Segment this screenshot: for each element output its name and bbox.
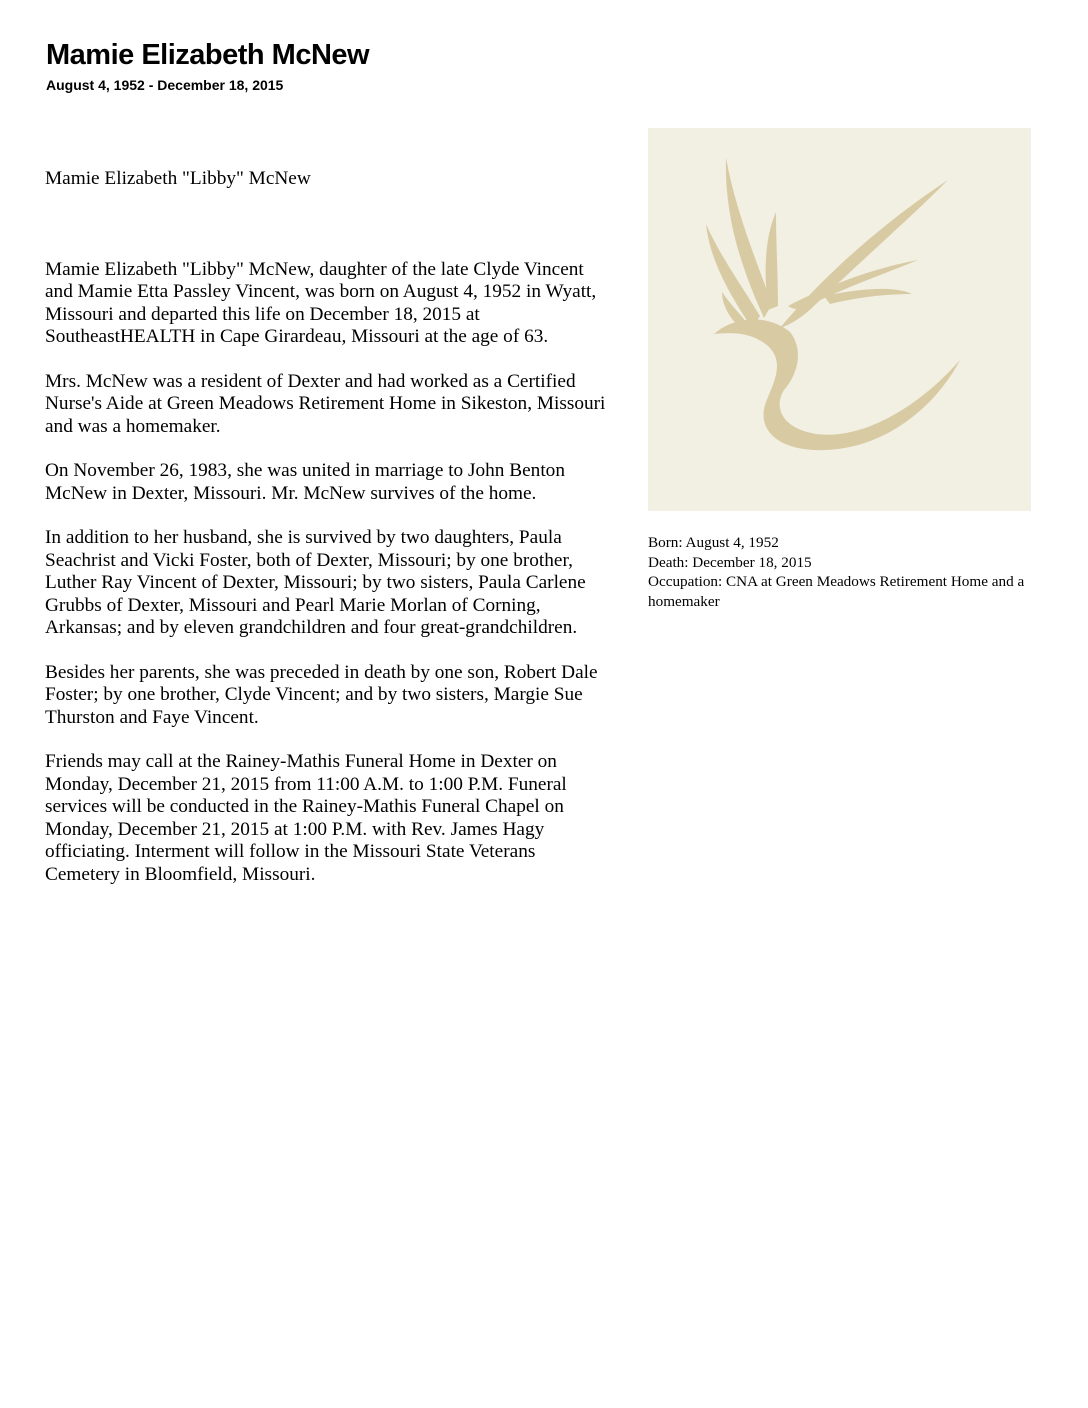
paragraph-survivors: In addition to her husband, she is survived by two daughters, Paula Seachrist and Vicki Foster, both of Dexter, Missouri; by one brother, Luther Ray Vincent of Dexter, Missouri; by two sisters, Paula Carlene Grubbs of Dexter, Missouri and Pearl Marie Morlan of Corning, Arkansas; and by eleven grandchildren and four great-grandchildren. xyxy=(45,527,586,638)
paragraph-career: Mrs. McNew was a resident of Dexter and had worked as a Certified Nurse's Aide at Green Meadows Retirement Home in Sikeston, Missouri and was a homemaker. xyxy=(45,370,606,437)
obituary-subtitle: Mamie Elizabeth "Libby" McNew xyxy=(45,168,311,189)
obituary-facts xyxy=(648,533,1068,611)
occupation: Occupation: CNA at Green Meadows Retirement Home and a homemaker xyxy=(648,573,1025,610)
obituary-text xyxy=(45,259,610,887)
paragraph-biography: Mamie Elizabeth "Libby" McNew, daughter of the late Clyde Vincent and Mamie Etta Passley Vincent, was born on August 4, 1952 in Wyatt, Missouri and departed this life on December 18, 2015 at SoutheastHEALTH in Cape Girardeau, Missouri at the age of 63. xyxy=(45,258,597,347)
paragraph-services: Friends may call at the Rainey-Mathis Funeral Home in Dexter on Monday, December 21, 2015 from 11:00 A.M. to 1:00 P.M. Funeral services will be conducted in the Rainey-Mathis Funeral Chapel on Monday, December 21, 2015 at 1:00 P.M. with Rev. James Hagy officiating. Interment will follow in the Missouri State Veterans Cemetery in Bloomfield, Missouri. xyxy=(45,751,567,885)
obituary-header xyxy=(46,36,369,94)
death-date: Death: December 18, 2015 xyxy=(648,553,812,571)
dove-icon xyxy=(648,128,1031,511)
life-dates: August 4, 1952 - December 18, 2015 xyxy=(46,77,284,93)
page-title: Mamie Elizabeth McNew xyxy=(46,39,370,71)
obituary-body xyxy=(45,168,610,908)
paragraph-preceded: Besides her parents, she was preceded in death by one son, Robert Dale Foster; by one brother, Clyde Vincent; and by two sisters, Margie Sue Thurston and Faye Vincent. xyxy=(45,661,598,728)
paragraph-marriage: On November 26, 1983, she was united in marriage to John Benton McNew in Dexter, Missouri. Mr. McNew survives of the home. xyxy=(45,460,565,504)
born-date: Born: August 4, 1952 xyxy=(648,534,779,551)
memorial-image xyxy=(648,128,1031,511)
